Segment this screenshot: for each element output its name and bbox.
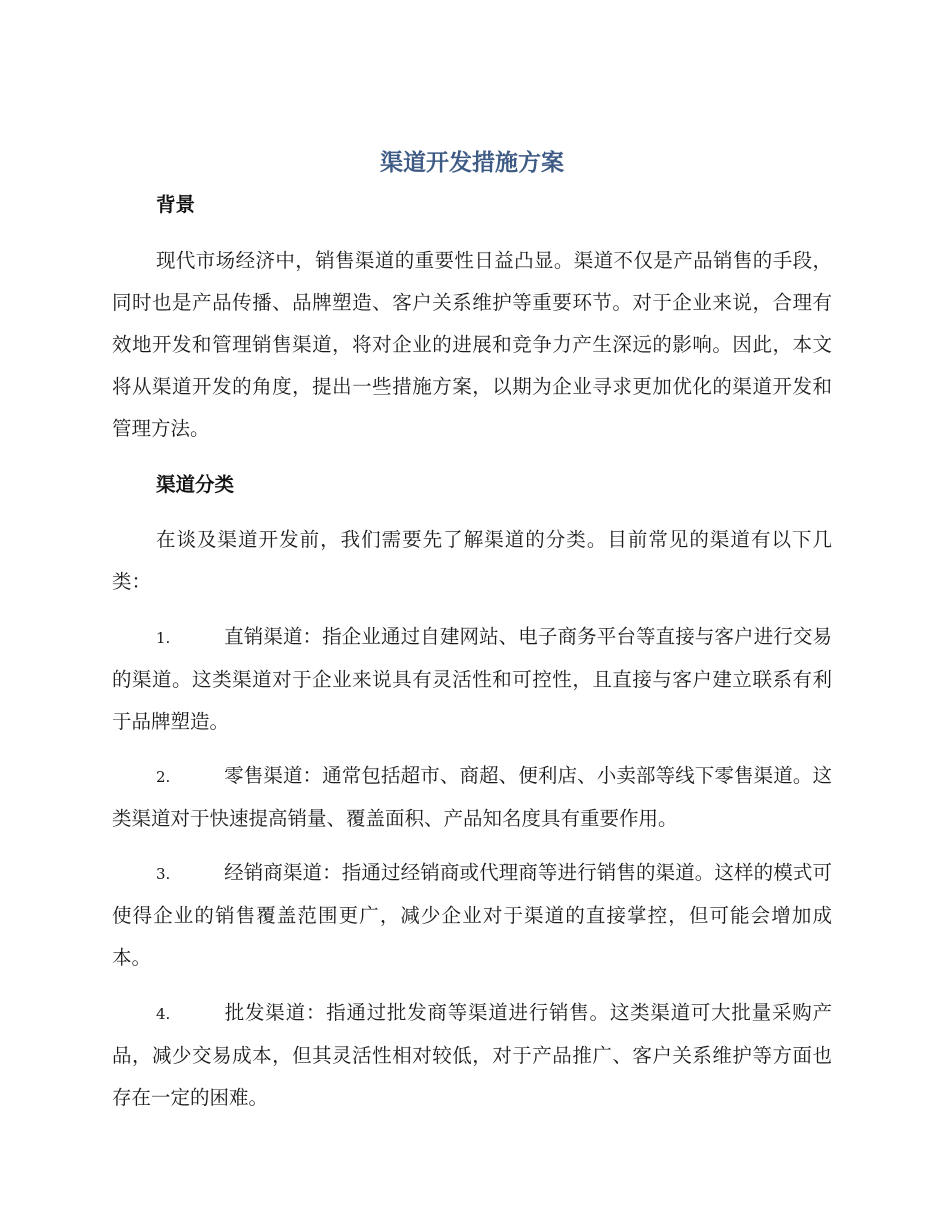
list-item (112, 852, 832, 979)
list-item (112, 755, 832, 840)
section-heading-channel-types: 渠道分类 (156, 473, 235, 496)
list-item-text: 经销商渠道：指通过经销商或代理商等进行销售的渠道。这样的模式可使得企业的销售覆盖范围更广，减少企业对于渠道的直接掌控，但可能会增加成本。 (112, 861, 832, 969)
list-item (112, 616, 832, 743)
list-item-number: 4. (156, 1005, 171, 1023)
background-paragraph: 现代市场经济中，销售渠道的重要性日益凸显。渠道不仅是产品销售的手段，同时也是产品传播、品牌塑造、客户关系维护等重要环节。对于企业来说，合理有效地开发和管理销售渠道，将对企业的进展和竞争力产生深远的影响。因此，本文将从渠道开发的角度，提出一些措施方案，以期为企业寻求更加优化的渠道开发和管理方法。 (112, 249, 832, 440)
list-item-text: 直销渠道：指企业通过自建网站、电子商务平台等直接与客户进行交易的渠道。这类渠道对于企业来说具有灵活性和可控性，且直接与客户建立联系有利于品牌塑造。 (112, 625, 832, 733)
list-item-text: 零售渠道：通常包括超市、商超、便利店、小卖部等线下零售渠道。这类渠道对于快速提高销量、覆盖面积、产品知名度具有重要作用。 (112, 764, 832, 830)
list-item-number: 2. (156, 768, 171, 786)
channel-types-intro-paragraph: 在谈及渠道开发前，我们需要先了解渠道的分类。目前常见的渠道有以下几类： (112, 528, 832, 593)
section-heading-background: 背景 (156, 193, 196, 216)
list-item-text: 批发渠道：指通过批发商等渠道进行销售。这类渠道可大批量采购产品，减少交易成本，但其灵活性相对较低，对于产品推广、客户关系维护等方面也存在一定的困难。 (112, 1001, 832, 1109)
list-item (112, 992, 832, 1119)
list-item-number: 1. (156, 629, 171, 647)
list-item-number: 3. (156, 865, 171, 883)
document-title: 渠道开发措施方案 (380, 150, 564, 176)
